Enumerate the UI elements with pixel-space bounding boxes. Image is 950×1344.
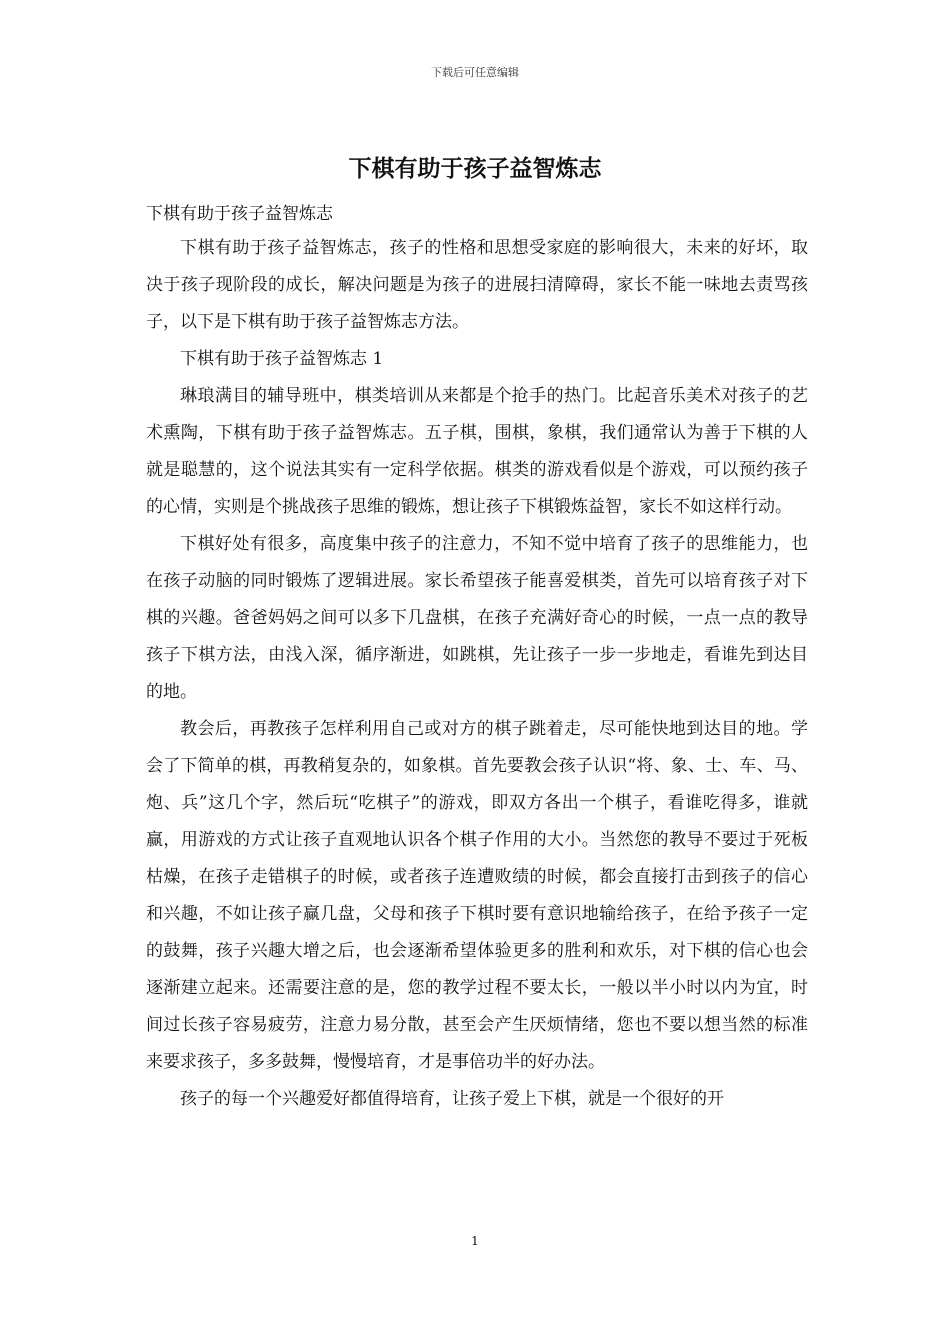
page-header: 下载后可任意编辑 (431, 66, 519, 79)
document-title: 下棋有助于孩子益智炼志 (348, 155, 602, 182)
paragraph: 下棋好处有很多，高度集中孩子的注意力，不知不觉中培育了孩子的思维能力，也在孩子动脑的同时锻炼了逻辑进展。家长希望孩子能喜爱棋类，首先可以培育孩子对下棋的兴趣。爸爸妈妈之间可以多下几盘棋，在孩子充满好奇心的时候，一点一点的教导孩子下棋方法，由浅入深，循序渐进，如跳棋，先让孩子一步一步地走，看谁先到达目的地。 (146, 534, 808, 702)
paragraph: 孩子的每一个兴趣爱好都值得培育，让孩子爱上下棋，就是一个很好的开 (180, 1089, 724, 1109)
document-subtitle: 下棋有助于孩子益智炼志 (146, 204, 333, 224)
paragraph: 琳琅满目的辅导班中，棋类培训从来都是个抢手的热门。比起音乐美术对孩子的艺术熏陶，下棋有助于孩子益智炼志。五子棋，围棋，象棋，我们通常认为善于下棋的人就是聪慧的，这个说法其实有一定科学依据。棋类的游戏看似是个游戏，可以预约孩子的心情，实则是个挑战孩子思维的锻炼，想让孩子下棋锻炼益智，家长不如这样行动。 (146, 386, 808, 517)
section-heading: 下棋有助于孩子益智炼志 1 (180, 349, 384, 369)
paragraph: 教会后，再教孩子怎样利用自己或对方的棋子跳着走，尽可能快地到达目的地。学会了下简单的棋，再教稍复杂的，如象棋。首先要教会孩子认识“将、象、士、车、马、炮、兵”这几个字，然后玩“吃棋子”的游戏，即双方各出一个棋子，看谁吃得多，谁就赢，用游戏的方式让孩子直观地认识各个棋子作用的大小。当然您的教导不要过于死板枯燥，在孩子走错棋子的时候，或者孩子连遭败绩的时候，都会直接打击到孩子的信心和兴趣，不如让孩子赢几盘，父母和孩子下棋时要有意识地输给孩子，在给予孩子一定的鼓舞，孩子兴趣大增之后，也会逐渐希望体验更多的胜利和欢乐，对下棋的信心也会逐渐建立起来。还需要注意的是，您的教学过程不要太长，一般以半小时以内为宜，时间过长孩子容易疲劳，注意力易分散，甚至会产生厌烦情绪，您也不要以想当然的标准来要求孩子，多多鼓舞，慢慢培育，才是事倍功半的好办法。 (146, 719, 808, 1072)
page-number: 1 (471, 1234, 479, 1248)
document-body (146, 230, 808, 1118)
paragraph-intro: 下棋有助于孩子益智炼志，孩子的性格和思想受家庭的影响很大，未来的好坏，取决于孩子现阶段的成长，解决问题是为孩子的进展扫清障碍，家长不能一味地去责骂孩子，以下是下棋有助于孩子益智炼志方法。 (146, 238, 808, 332)
